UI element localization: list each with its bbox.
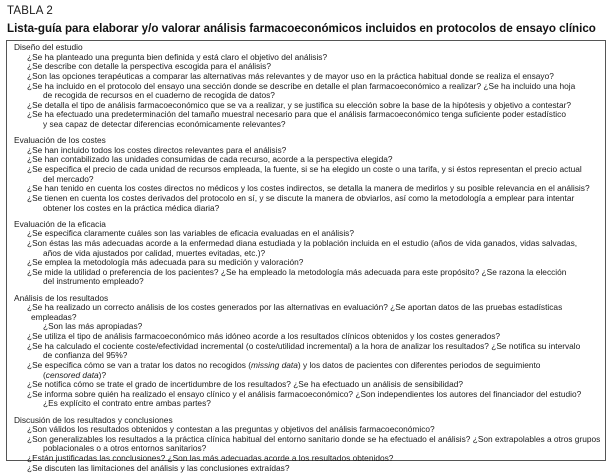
checklist-item: ¿Se ha planteado una pregunta bien definida y está claro el objetivo del análisis? <box>27 51 328 62</box>
checklist-item: ¿Se especifica claramente cuáles son las variables de eficacia evaluadas en el análisis? <box>27 228 354 239</box>
section-title: Diseño del estudio <box>14 42 83 52</box>
checklist-item: ¿Se tienen en cuenta los costes derivados del protocolo en sí, y se discute la manera de obviarlos, así como la metodología a emplear para intentar obtener los costes en la práctica médica diaria? <box>14 194 601 213</box>
checklist-item: ¿Se mide la utilidad o preferencia de los pacientes? ¿Se ha empleado la metodología más adecuada para este propósito? ¿Se razona la elección del instrumento empleado? <box>14 268 601 287</box>
checklist-item: ¿Se detalla el tipo de análisis farmacoeconómico que se va a realizar, y se justifica su elección sobre la base de la hipótesis y objetivo a contestar? <box>27 99 572 110</box>
checklist-item: ¿Se notifica cómo se trate el grado de incertidumbre de los resultados? ¿Se ha efectuado un análisis de sensibilidad? <box>27 379 463 390</box>
table-label: TABLA 2 <box>7 5 53 17</box>
checklist-item: ¿Se ha incluido en el protocolo del ensayo una sección donde se describe en detalle el plan farmacoeconómico a realizar? ¿Se ha incluido una hoja de recogida de recursos en el cuaderno de recogida de datos? <box>14 82 601 101</box>
checklist-item: ¿Son válidos los resultados obtenidos y contestan a las preguntas y objetivos del análisis farmacoeconómico? <box>27 424 435 435</box>
checklist-item: ¿Se informa sobre quién ha realizado el ensayo clínico y el análisis farmacoeconómico? ¿Son independientes los autores del financiador del estudio? ¿Es explícito el contrato entre ambas partes? <box>14 390 601 409</box>
section-title: Evaluación de la eficacia <box>14 218 106 229</box>
checklist-item: ¿Se ha calculado el cociente coste/efectividad incremental (o coste/utilidad incremental) a la hora de analizar los resultados? ¿Se notifica su intervalo de confianza del 95%? <box>14 342 601 361</box>
checklist-item-continuation: ¿Son las más apropiadas? <box>43 321 143 332</box>
section-title: Evaluación de los costes <box>14 135 106 146</box>
checklist-item-continuation: del instrumento empleado? <box>43 276 144 287</box>
checklist-item: ¿Se emplea la metodología más adecuada para su medición y valoración? <box>27 257 304 268</box>
checklist-item-continuation: (censored data)? <box>43 369 107 380</box>
checklist-item: ¿Son éstas las más adecuadas acorde a la enfermedad diana estudiada y la población incluida en el estudio (años de vida ganados, vidas salvadas, años de vida ajustados por calidad, muertes evitadas, etc.)? <box>14 239 601 258</box>
checklist-item-continuation: y sea capaz de detectar diferencias económicamente relevantes? <box>43 119 286 129</box>
checklist-item-continuation: de confianza del 95%? <box>43 350 128 361</box>
checklist-item-continuation: ¿Es explícito el contrato entre ambas partes? <box>43 398 211 409</box>
section-title: Discusión de los resultados y conclusiones <box>14 414 173 425</box>
checklist-item: ¿Se especifica cómo se van a tratar los datos no recogidos (missing data) y los datos de pacientes con diferentes periodos de seguimiento (censored data)? <box>14 361 601 380</box>
checklist-item: ¿Se utiliza el tipo de análisis farmacoeconómico más idóneo acorde a los resultados clínicos obtenidos y los costes generados? <box>27 331 501 341</box>
checklist-item: ¿Se han contabilizado las unidades consumidas de cada recurso, acorde a la perspectiva elegida? <box>27 154 393 165</box>
checklist-item: ¿Son generalizables los resultados a la práctica clínica habitual del entorno sanitario donde se ha efectuado el análisis? ¿Son extrapolables a otros grupos poblacionales o a otros entornos sanitarios? <box>27 433 601 454</box>
checklist-item: ¿Se han tenido en cuenta los costes directos no médicos y los costes indirectos, se detalla la manera de medirlos y su posible relevancia en el análisis? <box>27 183 590 194</box>
checklist-item-continuation: poblacionales o a otros entornos sanitarios? <box>43 443 207 454</box>
checklist-item: ¿Se especifica el precio de cada unidad de recursos empleada, la fuente, si se ha elegido un coste o una tarifa, y si éstos representan el precio actual del mercado? <box>14 165 601 184</box>
checklist-item: ¿Se han incluido todos los costes directos relevantes para el análisis? <box>27 144 287 155</box>
checklist-item-continuation: obtener los costes en la práctica médica diaria? <box>43 202 220 213</box>
checklist-item-continuation: del mercado? <box>43 173 94 184</box>
checklist-item: ¿Se ha realizado un correcto análisis de los costes generados por las alternativas en evaluación? ¿Se aportan datos de las pruebas estadísticas empleadas? ¿Son las más apropiadas? <box>14 303 601 332</box>
checklist-item: ¿Están justificadas las conclusiones? ¿Son las más adecuadas acorde a los resultados obtenidos? <box>27 453 394 463</box>
checklist-item: ¿Son las opciones terapéuticas a comparar las alternativas más relevantes y de mayor uso en la práctica habitual donde se realiza el ensayo? <box>27 70 554 81</box>
checklist-item: ¿Se describe con detalle la perspectiva escogida para el análisis? <box>27 61 271 72</box>
checklist-item-continuation: años de vida ajustados por calidad, muertes evitadas, etc.)? <box>43 247 266 258</box>
table-title: Lista-guía para elaborar y/o valorar análisis farmacoeconómicos incluidos en protocolos de ensayo clínico <box>7 22 596 35</box>
section-title: Análisis de los resultados <box>14 292 109 303</box>
checklist-item: ¿Se discuten las limitaciones del análisis y las conclusiones extraídas? <box>27 462 290 473</box>
checklist-content <box>14 43 601 473</box>
checklist-item: ¿Se ha efectuado una predeterminación del tamaño muestral necesario para que el análisis farmacoeconómico tenga suficiente poder estadístico y sea capaz de detectar diferencias económicamente relevantes? <box>14 110 601 129</box>
checklist-item-continuation: de recogida de recursos en el cuaderno de recogida de datos? <box>43 90 275 101</box>
checklist-table <box>6 40 606 473</box>
